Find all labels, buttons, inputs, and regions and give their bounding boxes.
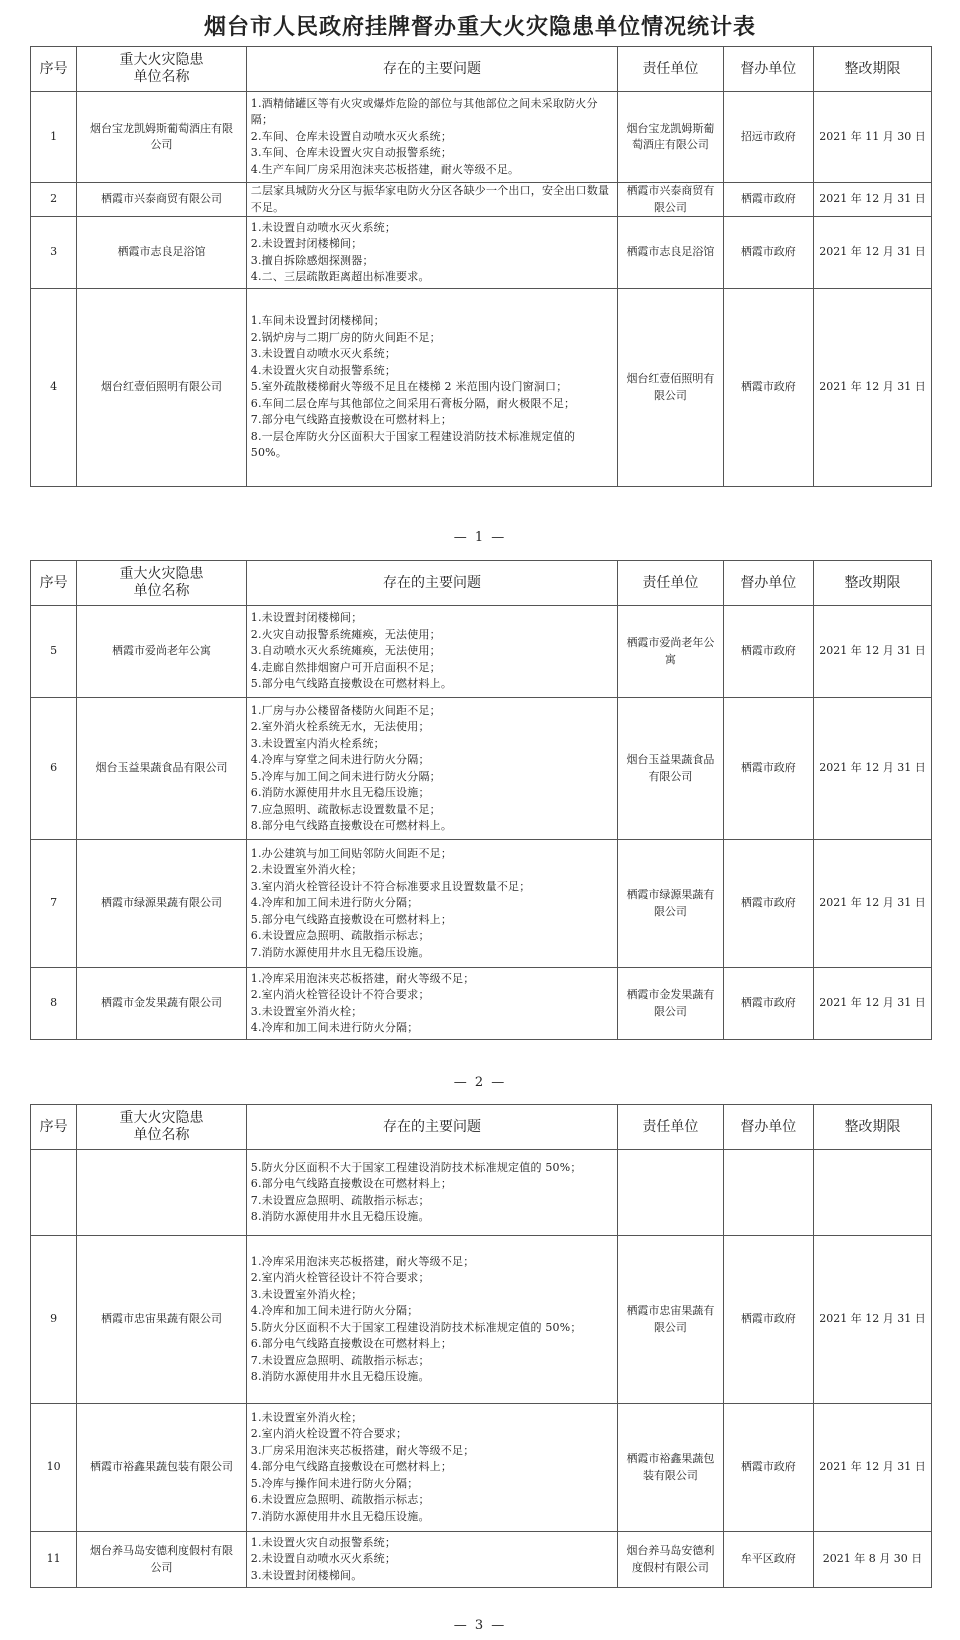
problem-item: 4.生产车间厂房采用泡沫夹芯板搭建，耐火等级不足。 bbox=[250, 162, 520, 176]
rectification-deadline: 2021 年 12 月 31 日 bbox=[814, 1404, 932, 1532]
row-number: 5 bbox=[31, 606, 77, 698]
supervising-unit: 栖霞市政府 bbox=[723, 1236, 814, 1404]
problem-item: 1.冷库采用泡沫夹芯板搭建，耐火等级不足； bbox=[250, 1254, 475, 1268]
problem-item: 4.未设置火灾自动报警系统； bbox=[250, 363, 397, 377]
unit-name: 栖霞市金发果蔬有限公司 bbox=[77, 968, 246, 1040]
unit-name: 栖霞市志良足浴馆 bbox=[77, 217, 246, 289]
table-header-row bbox=[31, 47, 932, 92]
problem-item: 7.未设置应急照明、疏散指示标志； bbox=[250, 1193, 430, 1207]
table-row bbox=[31, 1532, 932, 1588]
table-row bbox=[31, 92, 932, 183]
problem-item: 6.部分电气线路直接敷设在可燃材料上； bbox=[250, 1337, 453, 1350]
table-header-row bbox=[31, 1105, 932, 1150]
problems-cell bbox=[246, 1532, 618, 1588]
responsible-unit: 烟台养马岛安德利度假村有限公司 bbox=[618, 1532, 723, 1588]
problem-item: 1.厂房与办公楼留备楼防火间距不足； bbox=[250, 703, 441, 717]
table-row bbox=[31, 1150, 932, 1236]
header-supervisor: 督办单位 bbox=[723, 1105, 814, 1150]
hazard-table-page-2 bbox=[30, 560, 932, 1040]
header-unit: 重大火灾隐患 单位名称 bbox=[77, 1105, 246, 1150]
problem-item: 2.火灾自动报警系统瘫痪，无法使用； bbox=[250, 627, 441, 641]
problem-item: 7.消防水源使用井水且无稳压设施。 bbox=[250, 945, 430, 959]
row-number: 10 bbox=[31, 1404, 77, 1532]
problem-item: 5.防火分区面积不大于国家工程建设消防技术标准规定值的 50%； bbox=[250, 1320, 582, 1334]
responsible-unit: 栖霞市金发果蔬有限公司 bbox=[618, 968, 723, 1040]
rectification-deadline: 2021 年 12 月 31 日 bbox=[814, 217, 932, 289]
row-number: 11 bbox=[31, 1532, 77, 1588]
problem-item: 4.冷库和加工间未进行防火分隔； bbox=[250, 896, 419, 910]
header-responsible: 责任单位 bbox=[618, 561, 723, 606]
row-number: 1 bbox=[31, 92, 77, 183]
header-deadline: 整改期限 bbox=[814, 47, 932, 92]
problem-item: 4.二、三层疏散距离超出标准要求。 bbox=[250, 270, 430, 283]
row-number: 9 bbox=[31, 1236, 77, 1404]
problem-item: 5.冷库与操作间未进行防火分隔； bbox=[250, 1476, 419, 1490]
responsible-unit: 烟台宝龙凯姆斯葡萄酒庄有限公司 bbox=[618, 92, 723, 183]
problem-item: 1.未设置室外消火栓； bbox=[250, 1410, 363, 1424]
problem-item: 1.办公建筑与加工间贴邻防火间距不足； bbox=[250, 846, 453, 860]
supervising-unit: 栖霞市政府 bbox=[723, 698, 814, 840]
header-problems: 存在的主要问题 bbox=[246, 47, 618, 92]
problem-item: 6.未设置应急照明、疏散指示标志； bbox=[250, 1493, 430, 1507]
problems-cell bbox=[246, 840, 618, 968]
problem-item: 5.部分电气线路直接敷设在可燃材料上； bbox=[250, 912, 453, 926]
unit-name: 烟台玉益果蔬食品有限公司 bbox=[77, 698, 246, 840]
supervising-unit: 栖霞市政府 bbox=[723, 183, 814, 217]
supervising-unit: 牟平区政府 bbox=[723, 1532, 814, 1588]
row-number: 8 bbox=[31, 968, 77, 1040]
row-number: 3 bbox=[31, 217, 77, 289]
problem-item: 1.未设置火灾自动报警系统； bbox=[250, 1535, 397, 1549]
problems-cell bbox=[246, 92, 618, 183]
responsible-unit: 栖霞市绿源果蔬有限公司 bbox=[618, 840, 723, 968]
problem-item: 4.冷库和加工间未进行防火分隔； bbox=[250, 1304, 419, 1317]
responsible-unit: 栖霞市爱尚老年公寓 bbox=[618, 606, 723, 698]
rectification-deadline: 2021 年 12 月 31 日 bbox=[814, 289, 932, 487]
problem-item: 2.锅炉房与二期厂房的防火间距不足； bbox=[250, 330, 441, 344]
problem-item: 2.未设置室外消火栓； bbox=[250, 863, 363, 877]
rectification-deadline: 2021 年 11 月 30 日 bbox=[814, 92, 932, 183]
problems-cell bbox=[246, 1150, 618, 1236]
page-number: — 2 — bbox=[453, 1075, 507, 1090]
supervising-unit: 栖霞市政府 bbox=[723, 1404, 814, 1532]
header-no: 序号 bbox=[31, 47, 77, 92]
rectification-deadline: 2021 年 12 月 31 日 bbox=[814, 606, 932, 698]
unit-name: 栖霞市裕鑫果蔬包装有限公司 bbox=[77, 1404, 246, 1532]
header-problems: 存在的主要问题 bbox=[246, 561, 618, 606]
problem-item: 3.未设置封闭楼梯间。 bbox=[250, 1568, 363, 1582]
problem-item: 5.防火分区面积不大于国家工程建设消防技术标准规定值的 50%； bbox=[250, 1160, 582, 1174]
table-row bbox=[31, 840, 932, 968]
page-number: — 3 — bbox=[453, 1618, 507, 1633]
problem-item: 7.消防水源使用井水且无稳压设施。 bbox=[250, 1509, 430, 1523]
header-responsible: 责任单位 bbox=[618, 1105, 723, 1150]
header-unit: 重大火灾隐患 单位名称 bbox=[77, 561, 246, 606]
unit-name: 烟台宝龙凯姆斯葡萄酒庄有限公司 bbox=[77, 92, 246, 183]
problem-item: 二层家具城防火分区与振华家电防火分区各缺少一个出口，安全出口数量不足。 bbox=[250, 184, 610, 214]
supervising-unit: 招远市政府 bbox=[723, 92, 814, 183]
table-header-row bbox=[31, 561, 932, 606]
problems-cell bbox=[246, 606, 618, 698]
rectification-deadline: 2021 年 12 月 31 日 bbox=[814, 1236, 932, 1404]
problem-item: 3.未设置室内消火栓系统； bbox=[250, 736, 385, 750]
problems-cell bbox=[246, 289, 618, 487]
table-row bbox=[31, 1236, 932, 1404]
unit-name bbox=[77, 1150, 246, 1236]
problem-item: 2.室内消火栓管径设计不符合要求； bbox=[250, 1271, 430, 1284]
problem-item: 6.部分电气线路直接敷设在可燃材料上； bbox=[250, 1177, 453, 1190]
unit-name: 烟台红壹佰照明有限公司 bbox=[77, 289, 246, 487]
unit-name: 栖霞市绿源果蔬有限公司 bbox=[77, 840, 246, 968]
problem-item: 8.消防水源使用井水且无稳压设施。 bbox=[250, 1370, 430, 1383]
table-row bbox=[31, 289, 932, 487]
problems-cell bbox=[246, 1404, 618, 1532]
problem-item: 1.酒精储罐区等有火灾或爆炸危险的部位与其他部位之间未采取防火分隔； bbox=[250, 96, 598, 127]
problem-item: 5.室外疏散楼梯耐火等级不足且在楼梯 2 米范围内设门窗洞口； bbox=[250, 380, 568, 394]
problem-item: 6.消防水源使用井水且无稳压设施； bbox=[250, 786, 430, 799]
row-number: 4 bbox=[31, 289, 77, 487]
problem-item: 3.厂房采用泡沫夹芯板搭建，耐火等级不足； bbox=[250, 1443, 475, 1457]
header-responsible: 责任单位 bbox=[618, 47, 723, 92]
row-number bbox=[31, 1150, 77, 1236]
problem-item: 8.部分电气线路直接敷设在可燃材料上。 bbox=[250, 819, 453, 832]
responsible-unit bbox=[618, 1150, 723, 1236]
responsible-unit: 栖霞市忠宙果蔬有限公司 bbox=[618, 1236, 723, 1404]
unit-name: 烟台养马岛安德利度假村有限公司 bbox=[77, 1532, 246, 1588]
header-supervisor: 督办单位 bbox=[723, 47, 814, 92]
problems-cell bbox=[246, 217, 618, 289]
problem-item: 8.消防水源使用井水且无稳压设施。 bbox=[250, 1210, 430, 1223]
supervising-unit: 栖霞市政府 bbox=[723, 606, 814, 698]
rectification-deadline: 2021 年 12 月 31 日 bbox=[814, 698, 932, 840]
problem-item: 3.车间、仓库未设置火灾自动报警系统； bbox=[250, 146, 453, 160]
supervising-unit bbox=[723, 1150, 814, 1236]
row-number: 6 bbox=[31, 698, 77, 840]
problem-item: 5.冷库与加工间之间未进行防火分隔； bbox=[250, 769, 441, 783]
header-problems: 存在的主要问题 bbox=[246, 1105, 618, 1150]
problem-item: 2.车间、仓库未设置自动喷水灭火系统； bbox=[250, 129, 453, 143]
problem-item: 3.未设置室外消火栓； bbox=[250, 1004, 363, 1018]
rectification-deadline bbox=[814, 1150, 932, 1236]
supervising-unit: 栖霞市政府 bbox=[723, 840, 814, 968]
rectification-deadline: 2021 年 12 月 31 日 bbox=[814, 183, 932, 217]
problem-item: 2.未设置自动喷水灭火系统； bbox=[250, 1552, 397, 1566]
table-row bbox=[31, 698, 932, 840]
problem-item: 7.未设置应急照明、疏散指示标志； bbox=[250, 1353, 430, 1367]
problems-cell bbox=[246, 698, 618, 840]
problem-item: 6.未设置应急照明、疏散指示标志； bbox=[250, 929, 430, 943]
problem-item: 2.室内消火栓设置不符合要求； bbox=[250, 1427, 408, 1441]
problem-item: 4.冷库和加工间未进行防火分隔； bbox=[250, 1021, 419, 1034]
supervising-unit: 栖霞市政府 bbox=[723, 289, 814, 487]
problem-item: 1.车间未设置封闭楼梯间； bbox=[250, 314, 385, 328]
problem-item: 7.部分电气线路直接敷设在可燃材料上； bbox=[250, 413, 453, 427]
document-title: 烟台市人民政府挂牌督办重大火灾隐患单位情况统计表 bbox=[203, 15, 756, 40]
problems-cell bbox=[246, 183, 618, 217]
problem-item: 3.未设置室外消火栓； bbox=[250, 1287, 363, 1301]
responsible-unit: 栖霞市志良足浴馆 bbox=[618, 217, 723, 289]
header-deadline: 整改期限 bbox=[814, 561, 932, 606]
problem-item: 5.部分电气线路直接敷设在可燃材料上。 bbox=[250, 677, 453, 691]
problem-item: 2.室内消火栓管径设计不符合要求； bbox=[250, 988, 430, 1001]
problem-item: 4.冷库与穿堂之间未进行防火分隔； bbox=[250, 753, 430, 766]
rectification-deadline: 2021 年 12 月 31 日 bbox=[814, 840, 932, 968]
responsible-unit: 栖霞市裕鑫果蔬包装有限公司 bbox=[618, 1404, 723, 1532]
problem-item: 2.室外消火栓系统无水，无法使用； bbox=[250, 720, 430, 733]
header-unit: 重大火灾隐患 单位名称 bbox=[77, 47, 246, 92]
supervising-unit: 栖霞市政府 bbox=[723, 968, 814, 1040]
responsible-unit: 栖霞市兴泰商贸有限公司 bbox=[618, 183, 723, 217]
header-no: 序号 bbox=[31, 1105, 77, 1150]
problem-item: 3.擅自拆除感烟探测器； bbox=[250, 253, 374, 267]
header-deadline: 整改期限 bbox=[814, 1105, 932, 1150]
problems-cell bbox=[246, 1236, 618, 1404]
row-number: 7 bbox=[31, 840, 77, 968]
problem-item: 3.自动喷水灭火系统瘫痪，无法使用； bbox=[250, 644, 441, 658]
table-row bbox=[31, 606, 932, 698]
table-row bbox=[31, 1404, 932, 1532]
problem-item: 8.一层仓库防火分区面积大于国家工程建设消防技术标准规定值的 50%。 bbox=[250, 429, 576, 460]
responsible-unit: 烟台红壹佰照明有限公司 bbox=[618, 289, 723, 487]
rectification-deadline: 2021 年 12 月 31 日 bbox=[814, 968, 932, 1040]
page-number: — 1 — bbox=[453, 530, 507, 545]
row-number: 2 bbox=[31, 183, 77, 217]
table-row bbox=[31, 968, 932, 1040]
hazard-table-page-3 bbox=[30, 1104, 932, 1588]
problem-item: 2.未设置封闭楼梯间； bbox=[250, 237, 363, 250]
problems-cell bbox=[246, 968, 618, 1040]
problem-item: 4.部分电气线路直接敷设在可燃材料上； bbox=[250, 1460, 453, 1474]
problem-item: 3.未设置自动喷水灭火系统； bbox=[250, 347, 397, 361]
header-no: 序号 bbox=[31, 561, 77, 606]
problem-item: 1.冷库采用泡沫夹芯板搭建，耐火等级不足； bbox=[250, 971, 475, 985]
unit-name: 栖霞市爱尚老年公寓 bbox=[77, 606, 246, 698]
problem-item: 7.应急照明、疏散标志设置数量不足； bbox=[250, 802, 441, 816]
problem-item: 1.未设置自动喷水灭火系统； bbox=[250, 220, 397, 234]
table-row bbox=[31, 217, 932, 289]
hazard-table-page-1 bbox=[30, 46, 932, 487]
unit-name: 栖霞市忠宙果蔬有限公司 bbox=[77, 1236, 246, 1404]
problem-item: 4.走廊自然排烟窗户可开启面积不足； bbox=[250, 660, 441, 674]
problem-item: 1.未设置封闭楼梯间； bbox=[250, 611, 363, 625]
table-row bbox=[31, 183, 932, 217]
supervising-unit: 栖霞市政府 bbox=[723, 217, 814, 289]
rectification-deadline: 2021 年 8 月 30 日 bbox=[814, 1532, 932, 1588]
header-supervisor: 督办单位 bbox=[723, 561, 814, 606]
unit-name: 栖霞市兴泰商贸有限公司 bbox=[77, 183, 246, 217]
problem-item: 6.车间二层仓库与其他部位之间采用石膏板分隔，耐火极限不足； bbox=[250, 396, 576, 410]
problem-item: 3.室内消火栓管径设计不符合标准要求且设置数量不足； bbox=[250, 879, 531, 893]
responsible-unit: 烟台玉益果蔬食品有限公司 bbox=[618, 698, 723, 840]
